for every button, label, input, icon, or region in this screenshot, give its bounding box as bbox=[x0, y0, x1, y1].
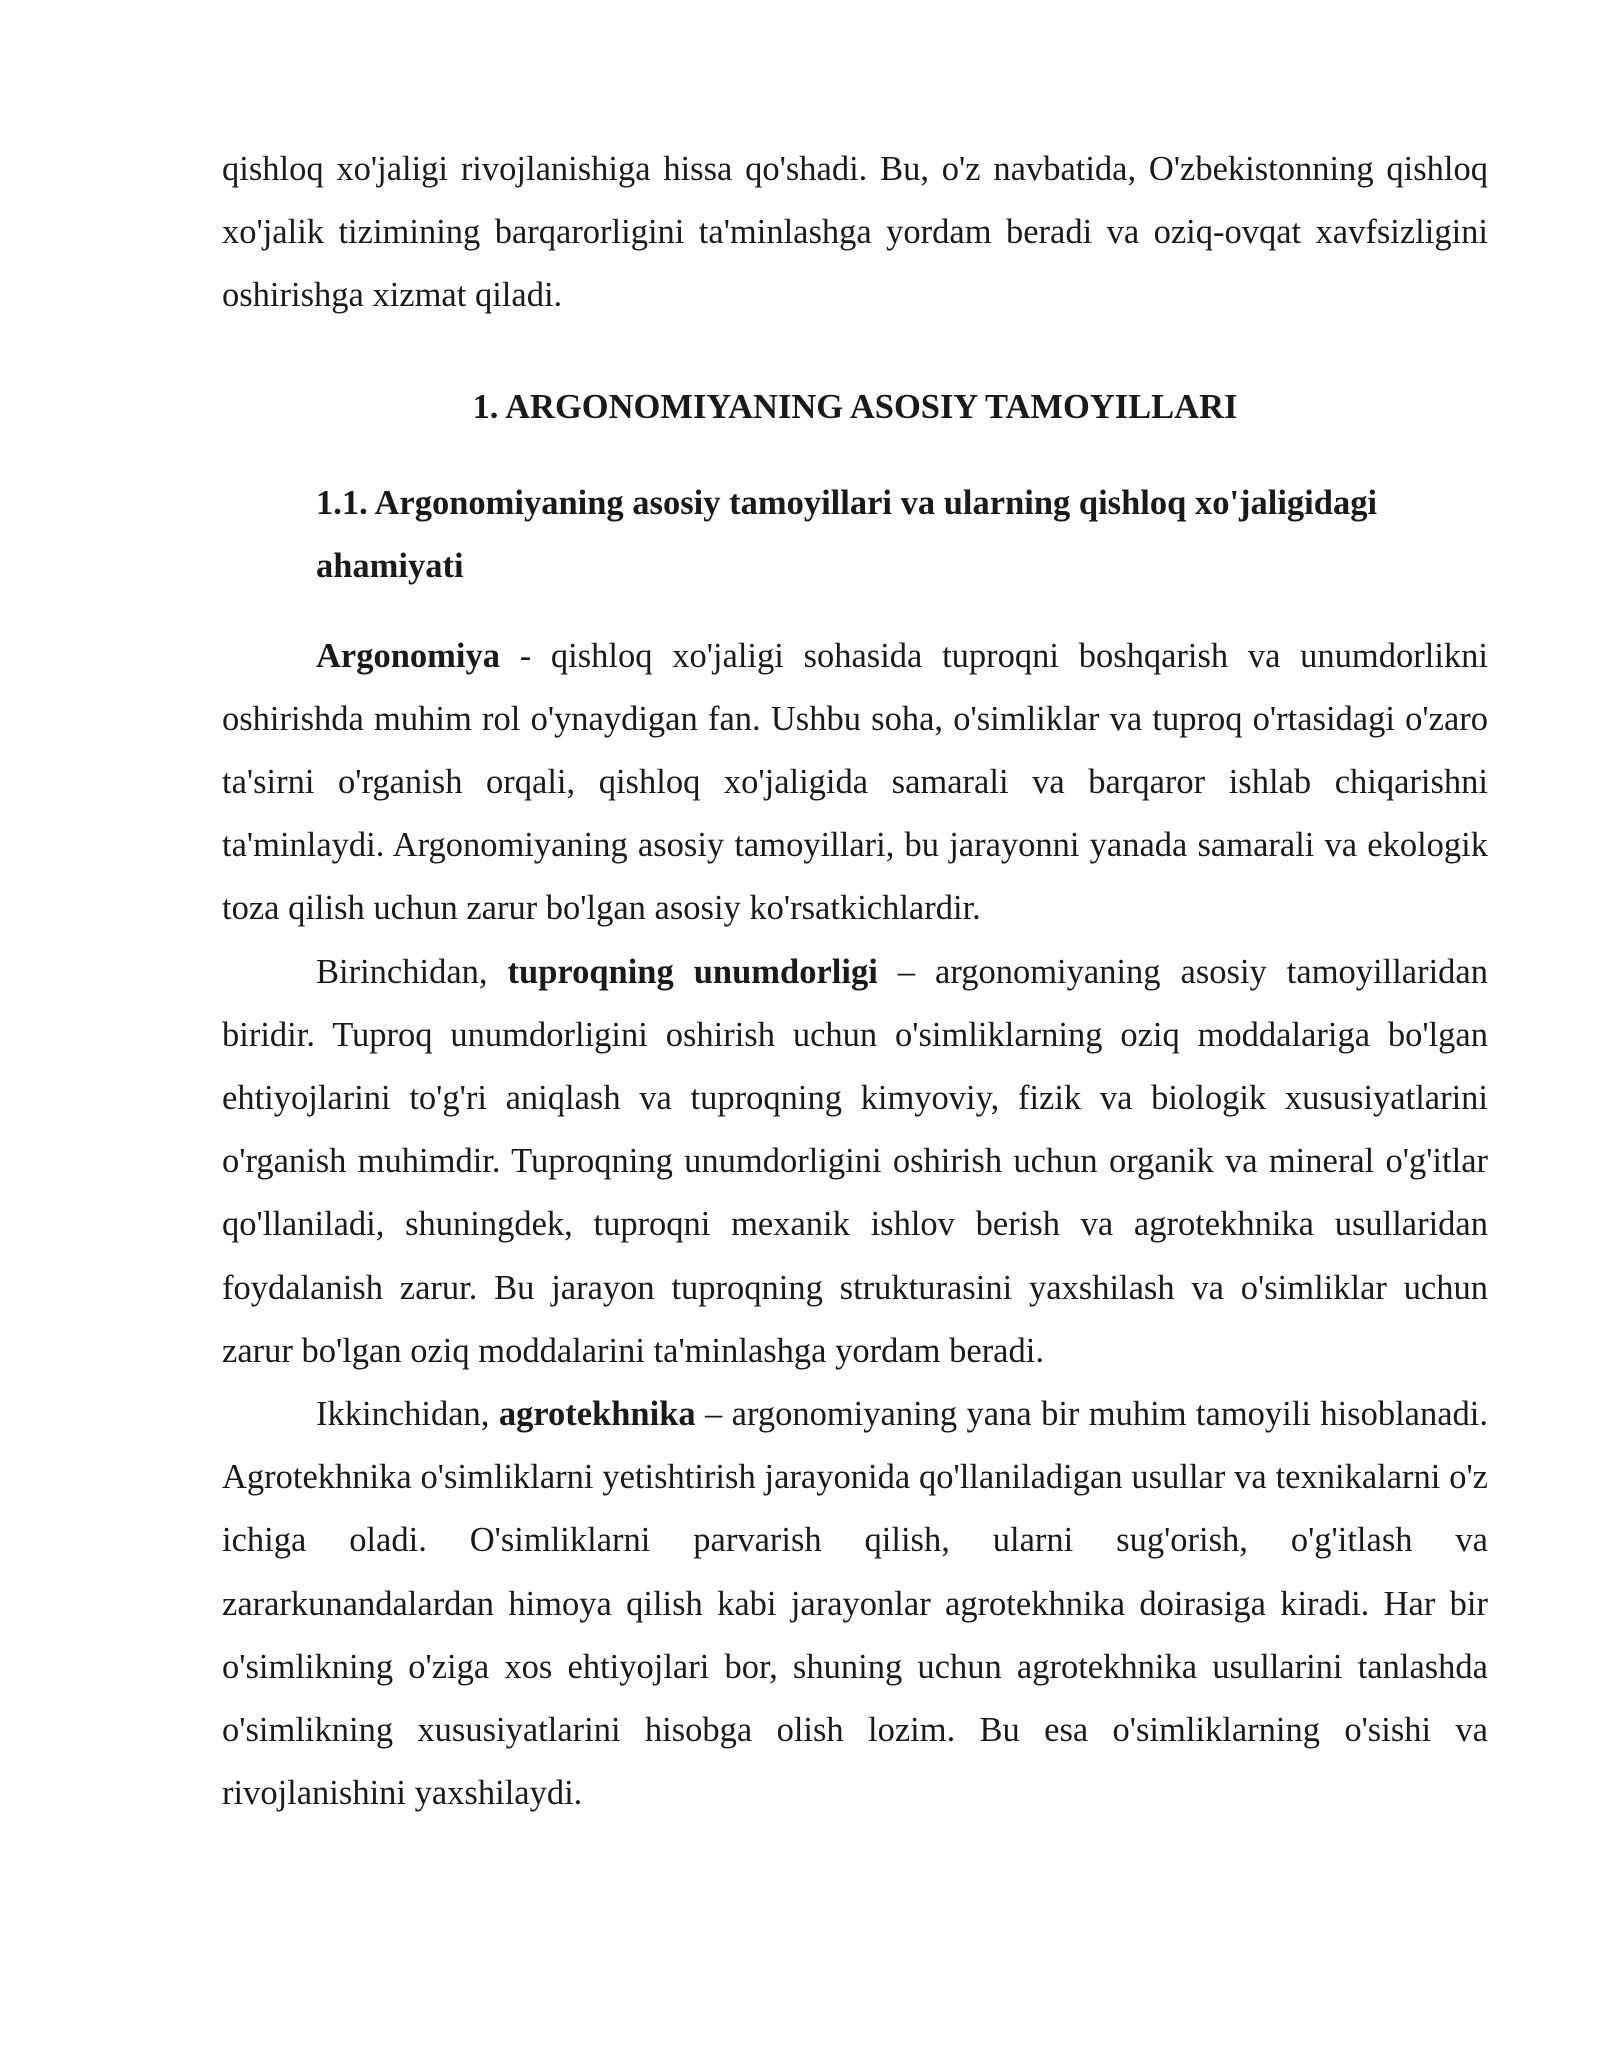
paragraph-text: - qishloq xo'jaligi sohasida tuproqni boshqarish va unumdorlikni oshirishda muhim rol o'ynaydigan fan. Ushbu soha, o'simliklar va tuproq o'rtasidagi o'zaro ta'sirni o'rganish orqali, qishloq xo'jaligida samarali va barqaror ishlab chiqarishni ta'minlaydi. Argonomiyaning asosiy tamoyillari, bu jarayonni yanada samarali va ekologik toza qilish uchun zarur bo'lgan asosiy ko'rsatkichlardir. bbox=[222, 636, 1488, 928]
page-content bbox=[222, 138, 1488, 1825]
paragraph-agrotekhnika bbox=[222, 1383, 1488, 1825]
bold-term: Argonomiya bbox=[316, 636, 500, 675]
section-title: 1.1. Argonomiyaning asosiy tamoyillari va ularning qishloq xo'jaligidagi ahamiyati bbox=[316, 483, 1378, 585]
paragraph-text: – argonomiyaning asosiy tamoyillaridan biridir. Tuproq unumdorligini oshirish uchun o'simliklarning oziq moddalariga bo'lgan ehtiyojlarini to'g'ri aniqlash va tuproqning kimyoviy, fizik va biologik xususiyatlarini o'rganish muhimdir. Tuproqning unumdorligini oshirish uchun organik va mineral o'g'itlar qo'llaniladi, shuningdek, tuproqni mexanik ishlov berish va agrotekhnika usullaridan foydalanish zarur. Bu jarayon tuproqning strukturasini yaxshilash va o'simliklar uchun zarur bo'lgan oziq moddalarini ta'minlashga yordam beradi. bbox=[222, 952, 1488, 1370]
paragraph-tuproq-unumdorligi bbox=[222, 941, 1488, 1383]
paragraph-prefix: Birinchidan, bbox=[316, 952, 508, 991]
chapter-title: 1. ARGONOMIYANING ASOSIY TAMOYILLARI bbox=[472, 387, 1238, 426]
intro-paragraph: qishloq xo'jaligi rivojlanishiga hissa qo'shadi. Bu, o'z navbatida, O'zbekistonning qishloq xo'jalik tizimining barqarorligini ta'minlashga yordam beradi va oziq-ovqat xavfsizligini oshirishga xizmat qiladi. bbox=[222, 150, 1488, 315]
paragraph-text: – argonomiyaning yana bir muhim tamoyili hisoblanadi. Agrotekhnika o'simliklarni yetishtirish jarayonida qo'llaniladigan usullar va texnikalarni o'z ichiga oladi. O'simliklarni parvarish qilish, ularni sug'orish, o'g'itlash va zararkunandalardan himoya qilish kabi jarayonlar agrotekhnika doirasiga kiradi. Har bir o'simlikning o'ziga xos ehtiyojlari bor, shuning uchun agrotekhnika usullarini tanlashda o'simlikning xususiyatlarini hisobga olish lozim. Bu esa o'simliklarning o'sishi va rivojlanishini yaxshilaydi. bbox=[222, 1395, 1488, 1813]
bold-term: agrotekhnika bbox=[498, 1395, 696, 1434]
paragraph-prefix: Ikkinchidan, bbox=[316, 1395, 499, 1434]
bold-term: tuproqning unumdorligi bbox=[507, 952, 878, 991]
paragraph-argonomiya-definition bbox=[222, 625, 1488, 941]
